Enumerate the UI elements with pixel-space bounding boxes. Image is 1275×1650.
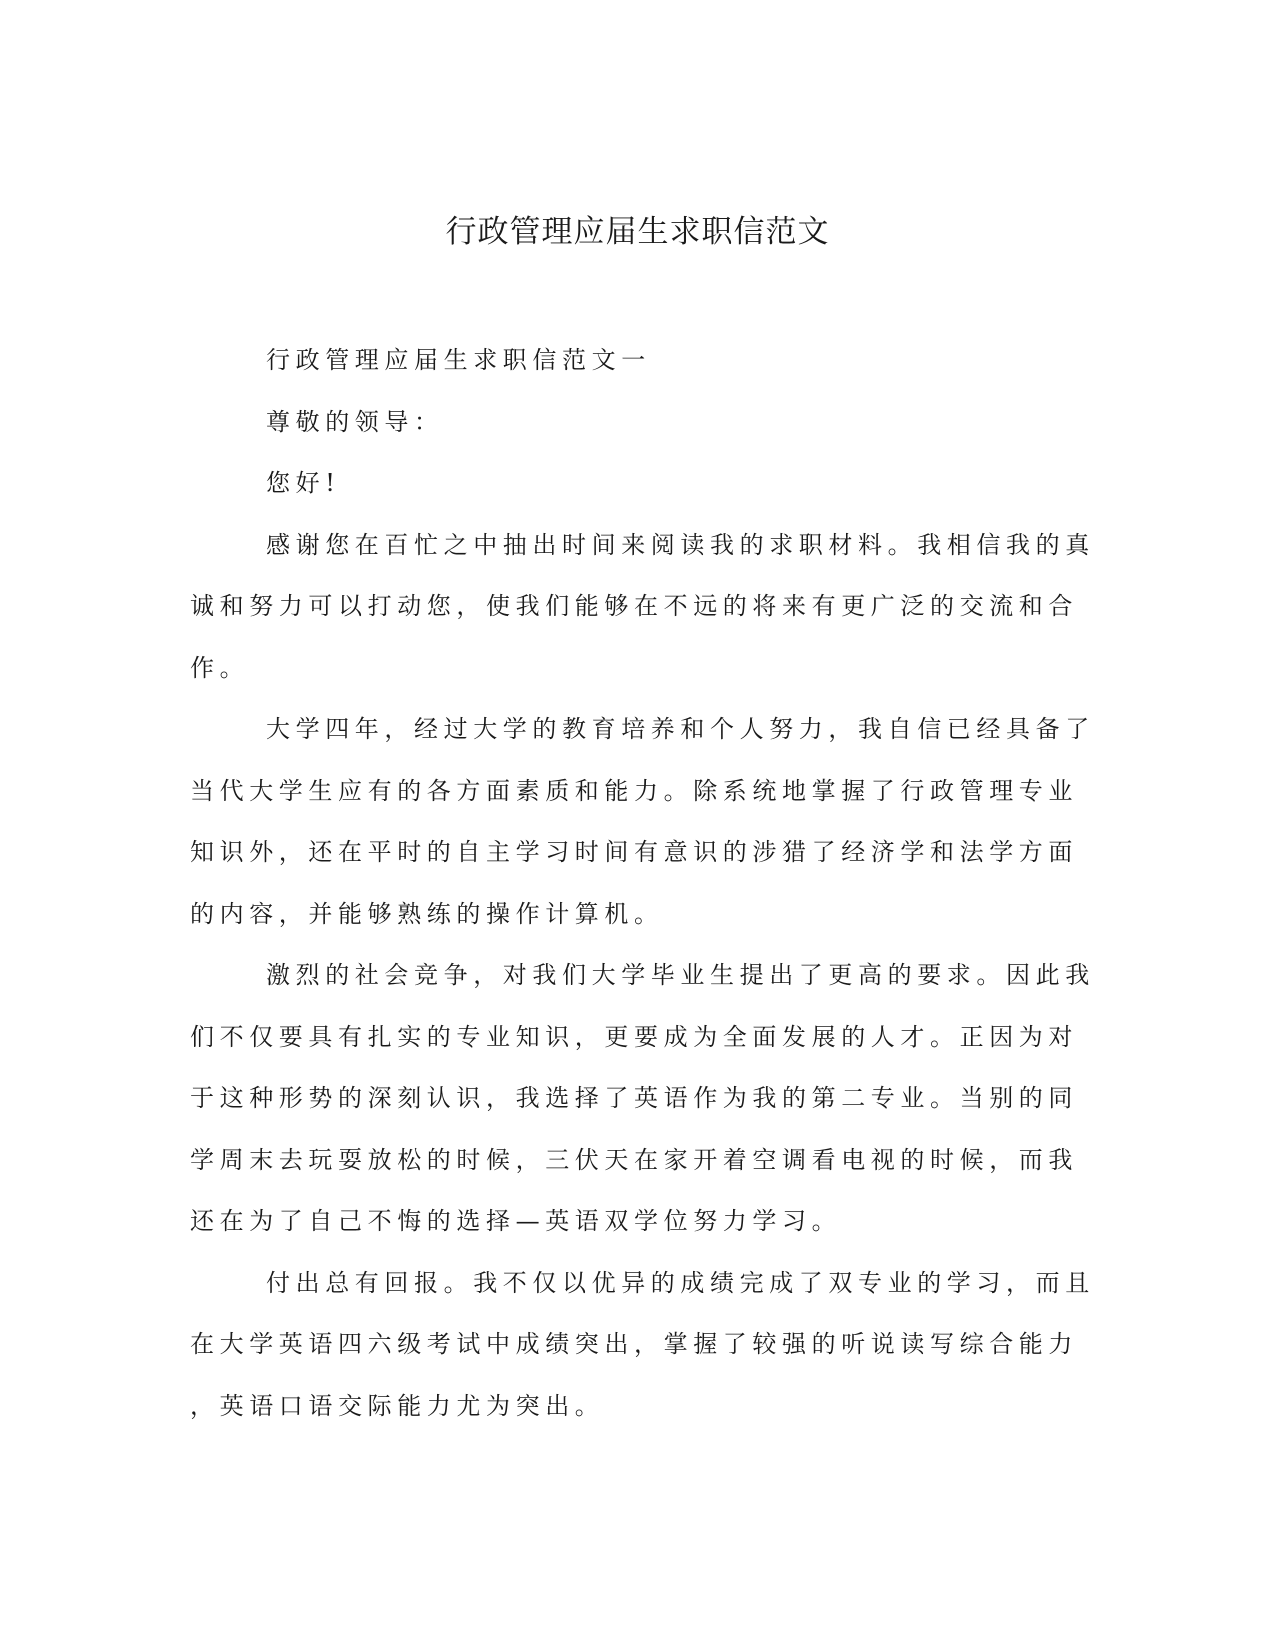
text-line: 知识外，还在平时的自主学习时间有意识的涉猎了经济学和法学方面	[190, 838, 1078, 866]
paragraph-salutation	[190, 392, 1080, 454]
paragraph-body	[190, 515, 1095, 700]
text-line: 尊敬的领导：	[266, 407, 444, 436]
document-body	[190, 330, 1095, 1437]
text-line: 们不仅要具有扎实的专业知识，更要成为全面发展的人才。正因为对	[190, 1022, 1078, 1051]
text-line: 感谢您在百忙之中抽出时间来阅读我的求职材料。我相信我的真	[266, 530, 1095, 559]
paragraph-greeting	[190, 453, 1080, 515]
text-line: 行政管理应届生求职信范文一	[266, 346, 651, 374]
text-line: 学周末去玩耍放松的时候，三伏天在家开着空调看电视的时候，而我	[190, 1145, 1078, 1174]
text-line: 您好!	[266, 469, 341, 497]
text-line: 作。	[190, 653, 250, 682]
text-line: 于这种形势的深刻认识，我选择了英语作为我的第二专业。当别的同	[190, 1084, 1078, 1112]
text-line: 在大学英语四六级考试中成绩突出，掌握了较强的听说读写综合能力	[190, 1330, 1078, 1358]
text-line: 激烈的社会竞争，对我们大学毕业生提出了更高的要求。因此我	[266, 961, 1095, 989]
paragraph-body	[190, 1253, 1095, 1438]
text-line: 当代大学生应有的各方面素质和能力。除系统地掌握了行政管理专业	[190, 776, 1078, 805]
paragraph-heading	[190, 330, 1080, 392]
document-title: 行政管理应届生求职信范文	[445, 214, 830, 250]
text-line: 的内容，并能够熟练的操作计算机。	[190, 899, 664, 928]
paragraph-body	[190, 699, 1095, 945]
paragraph-body	[190, 945, 1095, 1253]
text-line: 大学四年，经过大学的教育培养和个人努力，我自信已经具备了	[266, 715, 1095, 743]
text-line: 诚和努力可以打动您，使我们能够在不远的将来有更广泛的交流和合	[190, 592, 1078, 620]
text-line: 付出总有回报。我不仅以优异的成绩完成了双专业的学习，而且	[266, 1268, 1095, 1297]
text-line: ，英语口语交际能力尤为突出。	[190, 1391, 605, 1420]
text-line: 还在为了自己不悔的选择—英语双学位努力学习。	[190, 1207, 842, 1235]
